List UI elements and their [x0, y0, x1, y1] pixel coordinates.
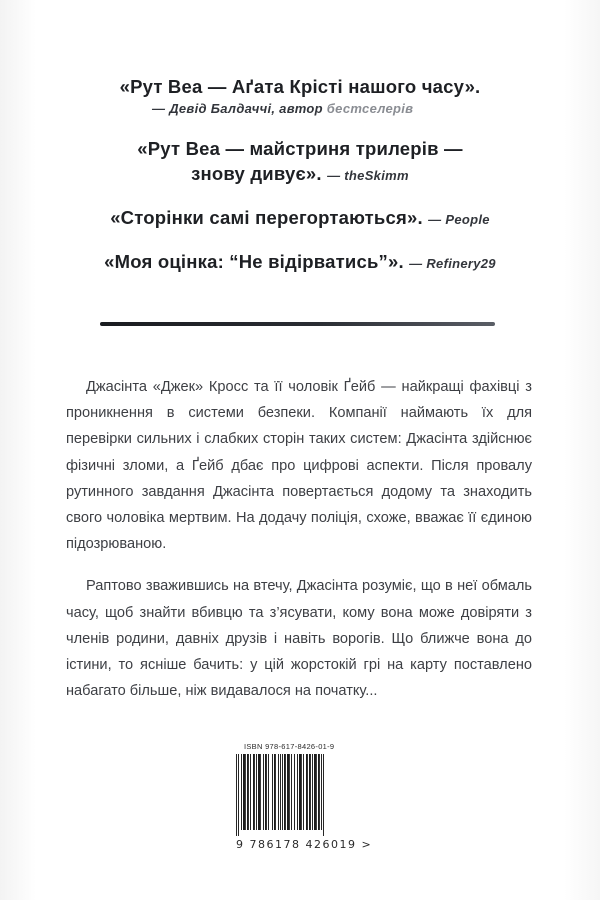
barcode-bar	[287, 754, 290, 830]
barcode	[226, 754, 358, 850]
barcode-bar	[247, 754, 249, 830]
barcode-bar	[265, 754, 267, 830]
book-description	[66, 374, 532, 720]
quote-3-attribution: — People	[428, 212, 490, 227]
barcode-bar	[256, 754, 257, 830]
barcode-bar	[291, 754, 292, 830]
barcode-bar	[243, 754, 246, 830]
description-paragraph-2: Раптово зважившись на втечу, Джасінта розуміє, що в неї обмаль часу, щоб знайти вбивцю та з’ясувати, кому вона може довіряти з членів родини, давніх друзів і навіть ворогів. Що ближче вона до істини, то ясніше бачить: у цій жорстокій грі на карту поставлено набагато більше, ніж видавалося на початку...	[66, 578, 532, 700]
barcode-bar	[297, 754, 298, 830]
description-paragraph-1: Джасінта «Джек» Кросс та її чоловік Ґейб — найкращі фахівці з проникнення в системи безпеки. Компанії наймають їх для перевірки сильних і слабких сторін таких систем: Джасінта здійснює фізичні зломи, а Ґейб дбає про цифрові аспекти. Після провалу рутинного завдання Джасінта повертається додому та знаходить свого чоловіка мертвим. На додачу поліція, схоже, вважає її єдиною підозрюваною.	[66, 379, 532, 553]
quote-4	[40, 249, 560, 276]
quote-1-attribution: — Девід Балдаччі, автор бестселерів	[152, 101, 414, 116]
barcode-bar	[284, 754, 286, 830]
quote-4-attribution: — Refinery29	[409, 256, 496, 271]
barcode-bar	[312, 754, 313, 830]
quote-3	[40, 205, 560, 232]
barcode-bar	[236, 754, 237, 836]
quote-1	[40, 74, 560, 119]
quote-2-line-1: «Рут Веа — майстриня трилерів —	[137, 138, 463, 159]
barcode-bar	[250, 754, 251, 830]
barcode-bar	[318, 754, 320, 830]
barcode-bar	[294, 754, 295, 830]
barcode-bar	[274, 754, 276, 830]
quote-2-attribution: — theSkimm	[327, 168, 409, 183]
barcode-bar	[241, 754, 242, 830]
barcode-bar	[253, 754, 255, 830]
barcode-bar	[309, 754, 311, 830]
barcode-bar	[282, 754, 283, 830]
divider-line	[100, 322, 495, 326]
barcode-bar	[263, 754, 264, 830]
barcode-bar	[321, 754, 322, 830]
barcode-bar	[268, 754, 269, 830]
quote-3-text: «Сторінки самі перегортаються».	[110, 207, 423, 228]
review-quotes	[40, 74, 560, 293]
barcode-bar	[238, 754, 239, 836]
barcode-bar	[323, 754, 324, 836]
quote-4-text: «Моя оцінка: “Не відірватись”».	[104, 251, 404, 272]
barcode-bar	[272, 754, 273, 830]
quote-1-text: «Рут Веа — Аґата Крісті нашого часу».	[119, 76, 481, 97]
barcode-bar	[258, 754, 261, 830]
barcode-bar	[299, 754, 302, 830]
barcode-bar	[314, 754, 317, 830]
barcode-bar	[280, 754, 281, 830]
quote-2	[40, 136, 560, 188]
barcode-bars	[236, 754, 354, 836]
barcode-bar	[303, 754, 304, 830]
barcode-digits: 9 786178 426019 >	[236, 838, 373, 851]
barcode-bar	[278, 754, 279, 830]
quote-2-line-2: знову дивує».	[191, 163, 322, 184]
isbn-label: ISBN 978-617-8426-01-9	[244, 742, 335, 751]
barcode-bar	[306, 754, 308, 830]
